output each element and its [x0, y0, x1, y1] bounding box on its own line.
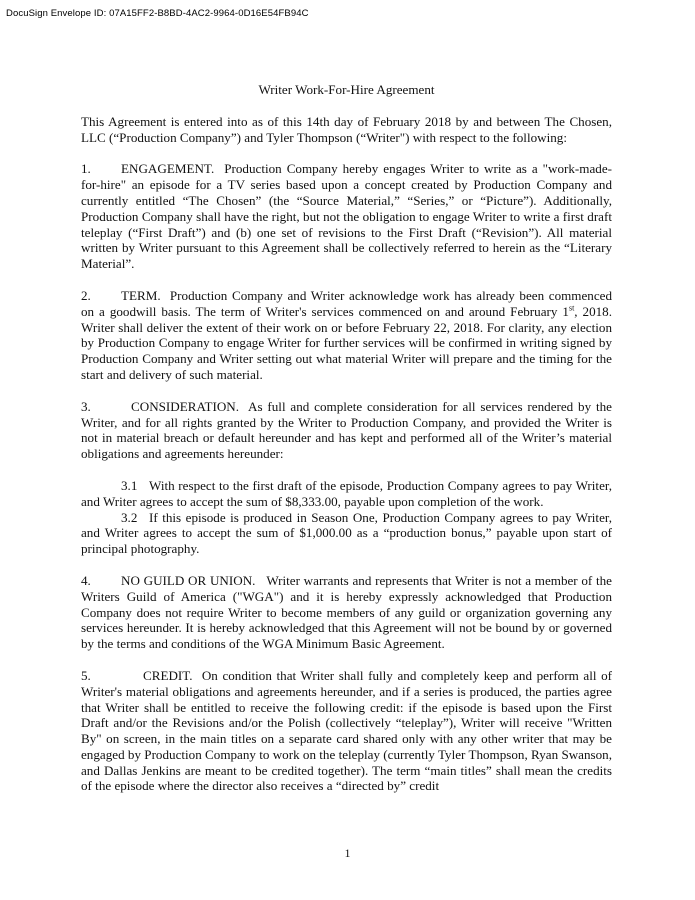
section-text: As full and complete consideration for all services rendered by the Writer, and for all rights granted by the Writer to Production Company, and provided the Writer is not in material breach or default hereunder and has kept and performed all of the Writer’s material obligations and agreements hereunder: — [81, 398, 612, 462]
section-heading: CREDIT. — [143, 667, 193, 683]
section-heading: TERM. — [121, 287, 161, 303]
subsection-number: 3.2 — [121, 509, 138, 525]
subsection-text: If this episode is produced in Season One, Production Company agrees to pay Writer, and Writer agrees to accept the sum of $1,000.00 as a “production bonus,” payable upon start of principal photography. — [81, 509, 612, 557]
section-heading: CONSIDERATION. — [131, 398, 240, 414]
section-text: Production Company and Writer acknowledge work has already been commenced on a goodwill basis. The term of Writer's services commenced on and around February 1 — [81, 287, 613, 319]
section-number: 2. — [81, 287, 91, 303]
section-no-guild — [81, 573, 612, 652]
section-text: Production Company hereby engages Writer to write as a "work-made-for-hire" an episode for a TV series based upon a concept created by Production Company and currently entitled “The Chosen” (the “Source Material,” “Series,” or “Picture”). Additionally, Production Company shall have the right, but not the obligation to engage Writer to write a first draft teleplay (“First Draft”) and (b) one set of revisions to the First Draft (“Revision”). All material written by Writer pursuant to this Agreement shall be collectively referred to herein as the “Literary Material”. — [81, 161, 612, 272]
section-text-cont: , 2018. Writer shall deliver the extent of their work on or before February 22, 2018. For clarity, any election by Production Company to engage Writer for further services will be confirmed in writing signed by Production Company and Writer setting out what material Writer will prepare and the timing for the start and delivery of such material. — [81, 303, 612, 382]
section-heading: NO GUILD OR UNION. — [121, 572, 256, 588]
section-number: 3. — [81, 398, 91, 414]
section-text: On condition that Writer shall fully and completely keep and perform all of Writer's material obligations and agreements hereunder, and if a series is produced, the parties agree that Writer shall be entitled to receive the following credit: if the episode is based upon the First Draft and/or the Revisions and/or the Polish (collectively “teleplay”), Writer will receive "Written By" on screen, in the main titles on a separate card shared only with any other writer that may be engaged by Production Company to work on the teleplay (currently Tyler Thompson, Ryan Swanson, and Dallas Jenkins are meant to be credited together). The term “main titles” shall mean the credits of the episode where the director also receives a “directed by” credit — [81, 667, 612, 794]
section-text: Writer warrants and represents that Writer is not a member of the Writers Guild of America ("WGA") and it is hereby expressly acknowledged that Production Company does not require Writer to become members of any guild or organization governing any services hereunder. It is hereby acknowledged that this Agreement will not be bound by or governed by the terms and conditions of the WGA Minimum Basic Agreement. — [81, 572, 612, 652]
agreement-body — [81, 82, 612, 810]
subsection-text: With respect to the first draft of the episode, Production Company agrees to pay Writer, and Writer agrees to accept the sum of $8,333.00, payable upon completion of the work. — [81, 477, 612, 509]
intro-paragraph: This Agreement is entered into as of this 14th day of February 2018 by and between The Chosen, LLC (“Production Company”) and Tyler Thompson (“Writer") with respect to the following: — [81, 113, 612, 145]
section-heading: ENGAGEMENT. — [121, 161, 215, 177]
section-number: 5. — [81, 667, 91, 683]
superscript: st — [568, 303, 575, 313]
docusign-envelope-id: DocuSign Envelope ID: 07A15FF2-B8BD-4AC2-9964-0D16E54FB94C — [6, 8, 309, 19]
section-credit — [81, 668, 612, 794]
section-number: 4. — [81, 572, 91, 588]
page-number: 1 — [344, 846, 351, 860]
subsection-3-2 — [81, 510, 612, 557]
section-term — [81, 288, 612, 383]
section-number: 1. — [81, 161, 91, 177]
document-title: Writer Work-For-Hire Agreement — [258, 82, 435, 97]
section-engagement — [81, 161, 612, 272]
subsection-3-1 — [81, 478, 612, 510]
subsection-number: 3.1 — [121, 477, 138, 493]
section-consideration — [81, 399, 612, 462]
